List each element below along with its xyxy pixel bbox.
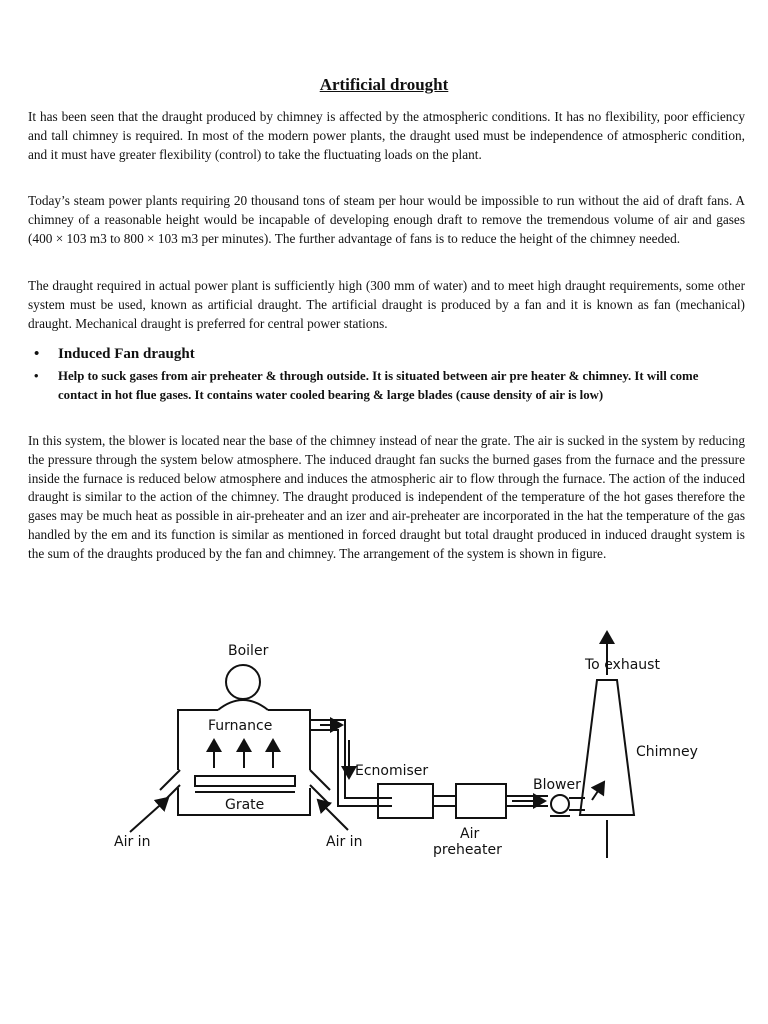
- label-furnace: Furnance: [208, 718, 273, 734]
- paragraph-draft-fans: Today’s steam power plants requiring 20 thousand tons of steam per hour would be impossible to run without the aid of draft fans. A chimney of a reasonable height would be incapable of developing enough draft to remove the tremendous volume of air and gases (400 × 103 m3 to 800 × 103 m3 per minutes). The further advantage of fans is to reduce the height of the chimney needed.: [28, 193, 745, 246]
- grate-bar: [195, 776, 295, 786]
- label-air-in-right: Air in: [326, 834, 363, 850]
- air-preheater-box: [456, 784, 506, 818]
- bullet-marker: •: [34, 346, 40, 362]
- bullet-heading: Induced Fan draught: [58, 346, 195, 362]
- chimney-flow-arrow: [592, 782, 604, 800]
- label-grate: Grate: [225, 797, 265, 813]
- air-in-arrow-right: [318, 800, 348, 830]
- label-economiser: Ecnomiser: [355, 763, 429, 779]
- label-blower: Blower: [533, 777, 581, 793]
- paragraph-artificial-draught: The draught required in actual power plant is sufficiently high (300 mm of water) and to meet high draught requirements, some other system must be used, known as artificial draught. The artificial draught is produced by a fan and it is known as fan (mechanical) draught. Mechanical draught is preferred for central power stations.: [28, 278, 745, 331]
- induced-draught-diagram: [0, 620, 768, 880]
- bullet-induced-fan: [34, 344, 738, 364]
- economiser-box: [378, 784, 433, 818]
- paragraph-induced-system: In this system, the blower is located near the base of the chimney instead of near the grate. The air is sucked in the system by reducing the pressure through the system below atmosphere. The induced draught fan sucks the burned gases from the furnace and the pressure inside the furnace is reduced below atmosphere and induces the atmospheric air to flow through the furnace. The action of the induced draught is similar to the action of the chimney. The draught produced is independent of the temperature of the hot gases therefore the gases may be much heat as possible in air-preheater and an izer and air-preheater are incorporated in the hat the temperature of the gas handled by the em and its function is similar as mentioned in forced draught but total draught produced in induced draught system is the sum of the draughts produced by the fan and chimney. The arrangement of the system is shown in figure.: [28, 433, 745, 561]
- label-exhaust: To exhaust: [585, 657, 660, 673]
- label-air-in-left: Air in: [114, 834, 151, 850]
- blower-fan: [551, 795, 569, 813]
- bullet-detail-text: Help to suck gases from air preheater & through outside. It is situated between air pre heater & chimney. It will come contact in hot flue gases. It contains water cooled bearing & large blades (cause density of air is low): [58, 369, 699, 402]
- paragraph-intro: It has been seen that the draught produced by chimney is affected by the atmospheric conditions. It has no flexibility, poor efficiency and tall chimney is required. In most of the modern power plants, the draught used must be independence of atmospheric condition, and it must have greater flexibility (control) to take the fluctuating loads on the plant.: [28, 109, 745, 162]
- bullet-marker: •: [34, 369, 39, 383]
- label-air-preheater-1: Air: [460, 826, 480, 842]
- page-title: Artificial drought: [319, 75, 449, 94]
- furnace-top: [218, 700, 268, 710]
- air-in-arrow-left: [130, 798, 168, 832]
- boiler-drum: [226, 665, 260, 699]
- label-air-preheater-2: preheater: [433, 842, 502, 858]
- label-boiler: Boiler: [228, 643, 269, 659]
- bullet-detail: [34, 367, 738, 404]
- label-chimney: Chimney: [636, 744, 698, 760]
- chimney: [580, 680, 634, 815]
